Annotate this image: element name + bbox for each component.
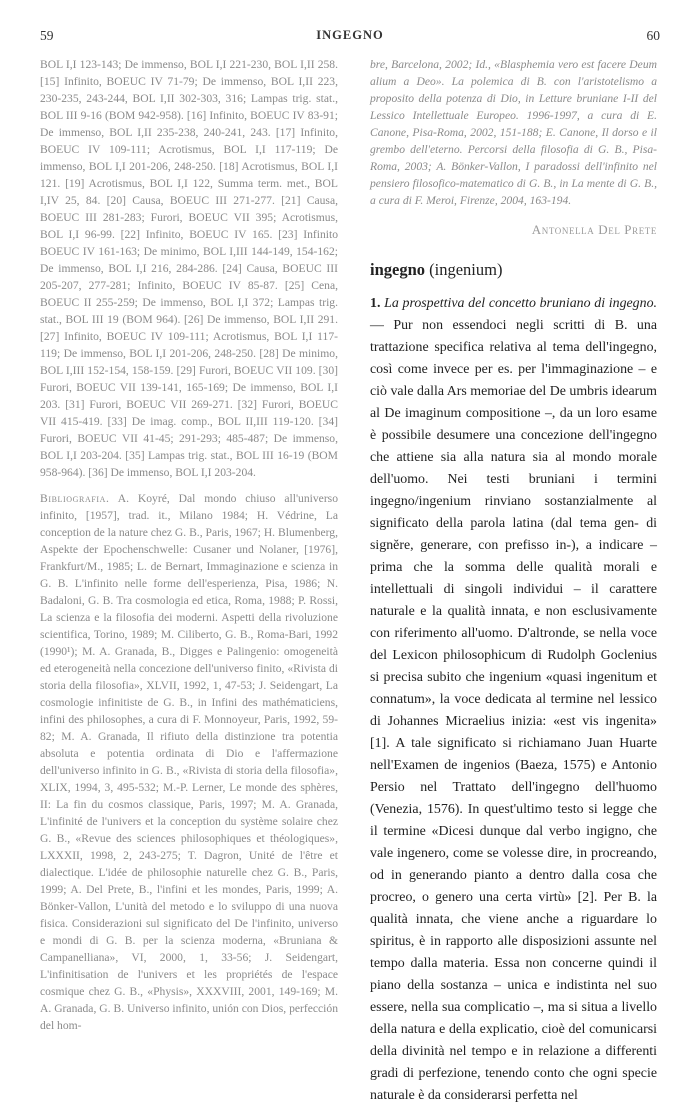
- running-title: INGEGNO: [316, 28, 384, 42]
- entry-author: Antonella Del Prete: [531, 222, 657, 237]
- headword-latin: (ingenium): [429, 260, 503, 279]
- left-column: [40, 56, 338, 1034]
- bibliography: [40, 490, 338, 1034]
- right-column: [370, 56, 657, 1107]
- section-title: La prospettiva del concetto bruniano di ingegno.: [384, 296, 657, 311]
- bibliography-label: Bibliografia.: [40, 492, 110, 505]
- page-number-right: 60: [646, 28, 660, 43]
- bibliography-text: A. Koyré, Dal mondo chiuso all'universo infinito, [1957], trad. it., Milano 1984; H. Védrine, La conception de la nature chez G. B., Paris, 1967; H. Blumenberg, Aspekte der Epochenschwelle: Cusaner und Nolaner, [1976], Frankfurt/M., 1985; L. de Bernart, Immaginazione e scienza in G. B. L'infinito nelle forme dell'esperienza, Pisa, 1986; N. Badaloni, G. B. Tra cosmologia ed etica, Roma, 1988; P. Rossi, La scienza e la filosofia dei moderni. Aspetti della rivoluzione scientifica, Torino, 1989; M. Ciliberto, G. B., Roma-Bari, 1992 (1990¹); M. A. Granada, B., Digges e Palingenio: omogeneità ed eterogeneità nella concezione dell'universo finito, «Rivista di storia della filosofia», XLVII, 1992, 1, 47-53; J. Seidengart, La cosmologie infinitiste de G. B., in Infini des mathématiciens, infini des philosophes, a cura di F. Monnoyeur, Paris, 1992, 59-82; M. A. Granada, Il rifiuto della distinzione tra potentia absoluta e potentia ordinata di Dio e l'affermazione dell'universo infinito in G. B., «Rivista di storia della filosofia», XLIX, 1994, 3, 495-532; M.-P. Lerner, Le monde des sphères, II: La fin du cosmos classique, Paris, 1997; M. A. Granada, L'infinité de l'univers et la conception du système solaire chez G. B., «Revue des sciences philosophiques et théologiques», LXXXII, 1998, 2, 243-275; T. Dagron, Unité de l'être et dialectique. L'idée de philosophie naturelle chez G. B., Paris, 1999; A. Del Prete, B., l'infini et les mondes, Paris, 1999; A. Bönker-Vallon, L'unità del metodo e lo sviluppo di una nuova fisica. Considerazioni sul significato del De l'infinito, universo e mondi di G. B. per la scienza moderna, «Bruniana & Campanelliana», VI, 2000, 1, 33-56; J. Seidengart, L'infinitisation de l'univers et les propriétés de l'espace cosmique chez G. B., «Physis», XXXVIII, 2001, 149-169; M. A. Granada, G. B. Universo infinito, unión con Dios, perfección del hom-: [40, 492, 338, 1032]
- notes-text: BOL I,I 123-143; De immenso, BOL I,I 221-230, BOL I,II 258. [15] Infinito, BOEUC IV 71-79; De immenso, BOL I,II 223, 230-235, 243-244, BOL I,II 302-303, 316; Lampas trig. stat., BOL III 9-16 (BOM 942-958). [16] Infinito, BOEUC IV 83-91; De immenso, BOL I,II 235-238, 240-241, 243. [17] Infinito, BOEUC IV 109-111; Acrotismus, BOL I,I 117-119; De immenso, BOL I,I 201-206, 248-250. [18] Acrotismus, BOL I,I 121. [19] Acrotismus, BOL I,I 122, Summa term. met., BOL I,IV 25, 84. [20] Causa, BOEUC III 271-277. [21] Causa, BOEUC III 281-283; Furori, BOEUC VII 395; Acrotismus, BOL I,I 96-99. [22] Infinito, BOEUC IV 165. [23] Infinito BOEUC IV 161-163; De minimo, BOL I,III 144-149, 154-162; De immenso, BOL I,I 216, 284-286. [24] Causa, BOEUC III 205-207, 277-281; Infinito, BOEUC IV 85-87. [25] Cena, BOEUC II 255-259; De immenso, BOL I,I 372; Lampas trig. stat., BOL III 19 (BOM 964). [26] De immenso, BOL I,II 291. [27] Infinito, BOEUC IV 109-111; Acrotismus, BOL I,I 117-119; De immenso, BOL I,I 201-206, 248-250. [28] De minimo, BOL I,III 152-154, 158-159. [29] Furori, BOEUC VII 109. [30] Furori, BOEUC VII 139-141, 165-169; De immenso, BOL I,I 203. [31] Furori, BOEUC VII 269-271. [32] Furori, BOEUC VII 415-419. [33] De imag. comp., BOL II,III 119-120. [34] Furori, BOEUC VII 41-45; 291-293; 485-487; De immenso, BOL I,I 203-204. [35] Lampas trig. stat., BOL III 16-19 (BOM 958-964). [36] De immenso, BOL I,I 203-204.: [40, 58, 338, 479]
- section-text: — Pur non essendoci negli scritti di B. una trattazione specifica relativa al tema dell'ingegno, così come invece per es. per l'immaginazione – e ciò vale dalla Ars memoriae del De umbris idearum al De imaginum compositione –, da un loro esame è possibile desumere una concezione dell'ingegno che attiene sia alla natura sia al mondo morale dell'uomo. Nei testi bruniani i termini ingegno/ingenium rinviano sostanzialmente al significato della parola latina (dal tema gen- di signĕre, generare, con prefisso in-), a indicare – prima che la somma delle qualità morali e intellettuali di singoli individui – il carattere naturale e la qualità innata, e non esclusivamente con riferimento all'uomo. D'altronde, se nella voce del Lexicon philosophicum di Rudolph Goclenius si precisa subito che ingenium «quasi ingenitum et connatum», la voce dedicata al termine nel lessico di Johannes Micraelius inizia: «est vis ingenita» [1]. A tale significato si richiamano Juan Huarte nell'Examen de ingenios (Baeza, 1575) e Antonio Persio nel Trattato dell'ingegno dell'huomo (Venezia, 1576). In quest'ultimo testo si legge che il termine «Dicesi dunque dal verbo ingigno, che vale ingenero, come se volesse dire, in procreando, od in generando pianto a dentro dalla cosa che procreo, o genero una certa virtù» [2]. Per B. la qualità innata, che viene anche a riguardare lo spiritus, è in rapporto alle disposizioni assunte nel tempo dalla materia. Essa non concerne quindi il piano della sostanza – unica e indistinta nel suo essere, nella sua complicatio –, ma si situa a livello della natura e della explicatio, cioè del comunicarsi della divinità nel tempo e in relazione a differenti gradi di perfezione, tenendo conto che ogni specie naturale è da considerarsi perfetta nel: [370, 318, 657, 1103]
- entry-body: [370, 293, 657, 1107]
- page-number-left: 59: [40, 28, 54, 43]
- section-number: 1.: [370, 296, 381, 311]
- entry-headword: [370, 259, 657, 281]
- running-head: [40, 28, 660, 48]
- bibliography-continued: bre, Barcelona, 2002; Id., «Blasphemia vero est facere Deum alium a Deo». La polemica di B. con l'aristotelismo a proposito della potenza di Dio, in Letture bruniane I-II del Lessico Intellettuale Europeo. 1996-1997, a cura di E. Canone, Pisa-Roma, 2002, 151-188; E. Canone, Il dorso e il grembo dell'eterno. Percorsi della filosofia di G. B., Pisa-Roma, 2003; A. Bönker-Vallon, I paradossi dell'infinito nel pensiero filosofico-matematico di G. B., in La mente di G. B., a cura di F. Meroi, Firenze, 2004, 163-194.: [370, 58, 657, 207]
- headword-term: ingegno: [370, 260, 426, 279]
